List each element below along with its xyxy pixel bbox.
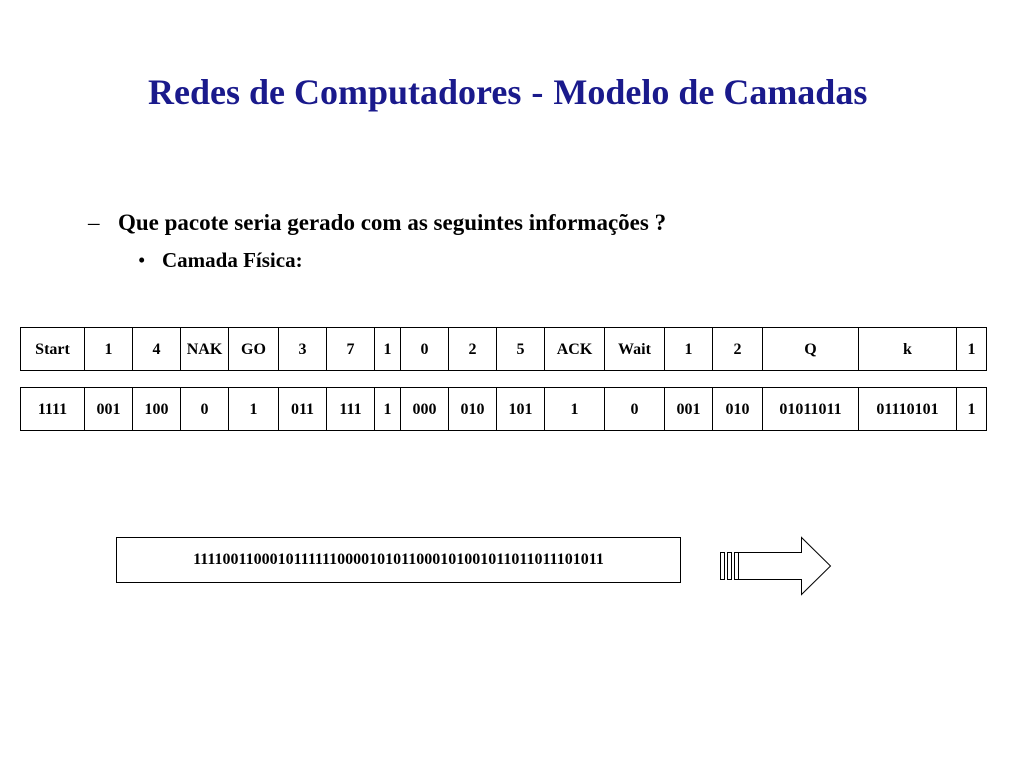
dot-bullet-marker: • — [138, 248, 146, 272]
table-cell: Q — [763, 328, 859, 370]
table-cell: k — [859, 328, 957, 370]
title-right: Modelo de Camadas — [553, 72, 868, 112]
table-cell: 101 — [497, 388, 545, 430]
table-cell: 1111 — [21, 388, 85, 430]
table-row-fields — [20, 327, 987, 371]
table-cell: 2 — [449, 328, 497, 370]
table-cell: 0 — [401, 328, 449, 370]
table-cell: 001 — [85, 388, 133, 430]
title-left: Redes de Computadores — [148, 72, 522, 112]
table-cell: 000 — [401, 388, 449, 430]
bullet-physical-layer-text: Camada Física: — [162, 248, 303, 272]
bullet-question-text: Que pacote seria gerado com as seguintes informações ? — [118, 210, 667, 235]
title-dash: - — [531, 72, 544, 112]
table-cell: 01110101 — [859, 388, 957, 430]
dash-bullet-marker: – — [88, 210, 100, 235]
table-cell: 1 — [967, 400, 976, 418]
slide-title — [148, 70, 867, 114]
block-arrow-right-icon — [718, 536, 834, 596]
table-cell: 4 — [133, 328, 181, 370]
table-cell: ACK — [545, 328, 605, 370]
bitstream-text: 11110011000101111110000101011000101001011011011101011 — [193, 551, 604, 568]
table-cell: 0 — [181, 388, 229, 430]
table-cell: 1 — [375, 388, 401, 430]
table-cell: 1 — [85, 328, 133, 370]
table-cell: 010 — [449, 388, 497, 430]
table-cell: 111 — [327, 388, 375, 430]
table-cell: 010 — [713, 388, 763, 430]
table-cell: 011 — [279, 388, 327, 430]
table-row-bits — [20, 387, 987, 431]
table-cell: Start — [21, 328, 85, 370]
table-cell: 1 — [967, 340, 976, 358]
table-cell: 1 — [665, 328, 713, 370]
table-cell: Wait — [605, 328, 665, 370]
table-cell: 1 — [375, 328, 401, 370]
table-cell: 100 — [133, 388, 181, 430]
table-cell: 001 — [665, 388, 713, 430]
table-cell: 7 — [327, 328, 375, 370]
table-cell: NAK — [181, 328, 229, 370]
bullet-physical-layer — [138, 246, 303, 274]
table-cell: 3 — [279, 328, 327, 370]
table-cell: 2 — [713, 328, 763, 370]
bitstream-box — [116, 537, 681, 583]
table-cell: 1 — [545, 388, 605, 430]
table-cell: 0 — [605, 388, 665, 430]
bullet-question — [88, 208, 666, 238]
table-cell: GO — [229, 328, 279, 370]
table-cell: 01011011 — [763, 388, 859, 430]
table-cell: 5 — [497, 328, 545, 370]
table-cell: 1 — [229, 388, 279, 430]
